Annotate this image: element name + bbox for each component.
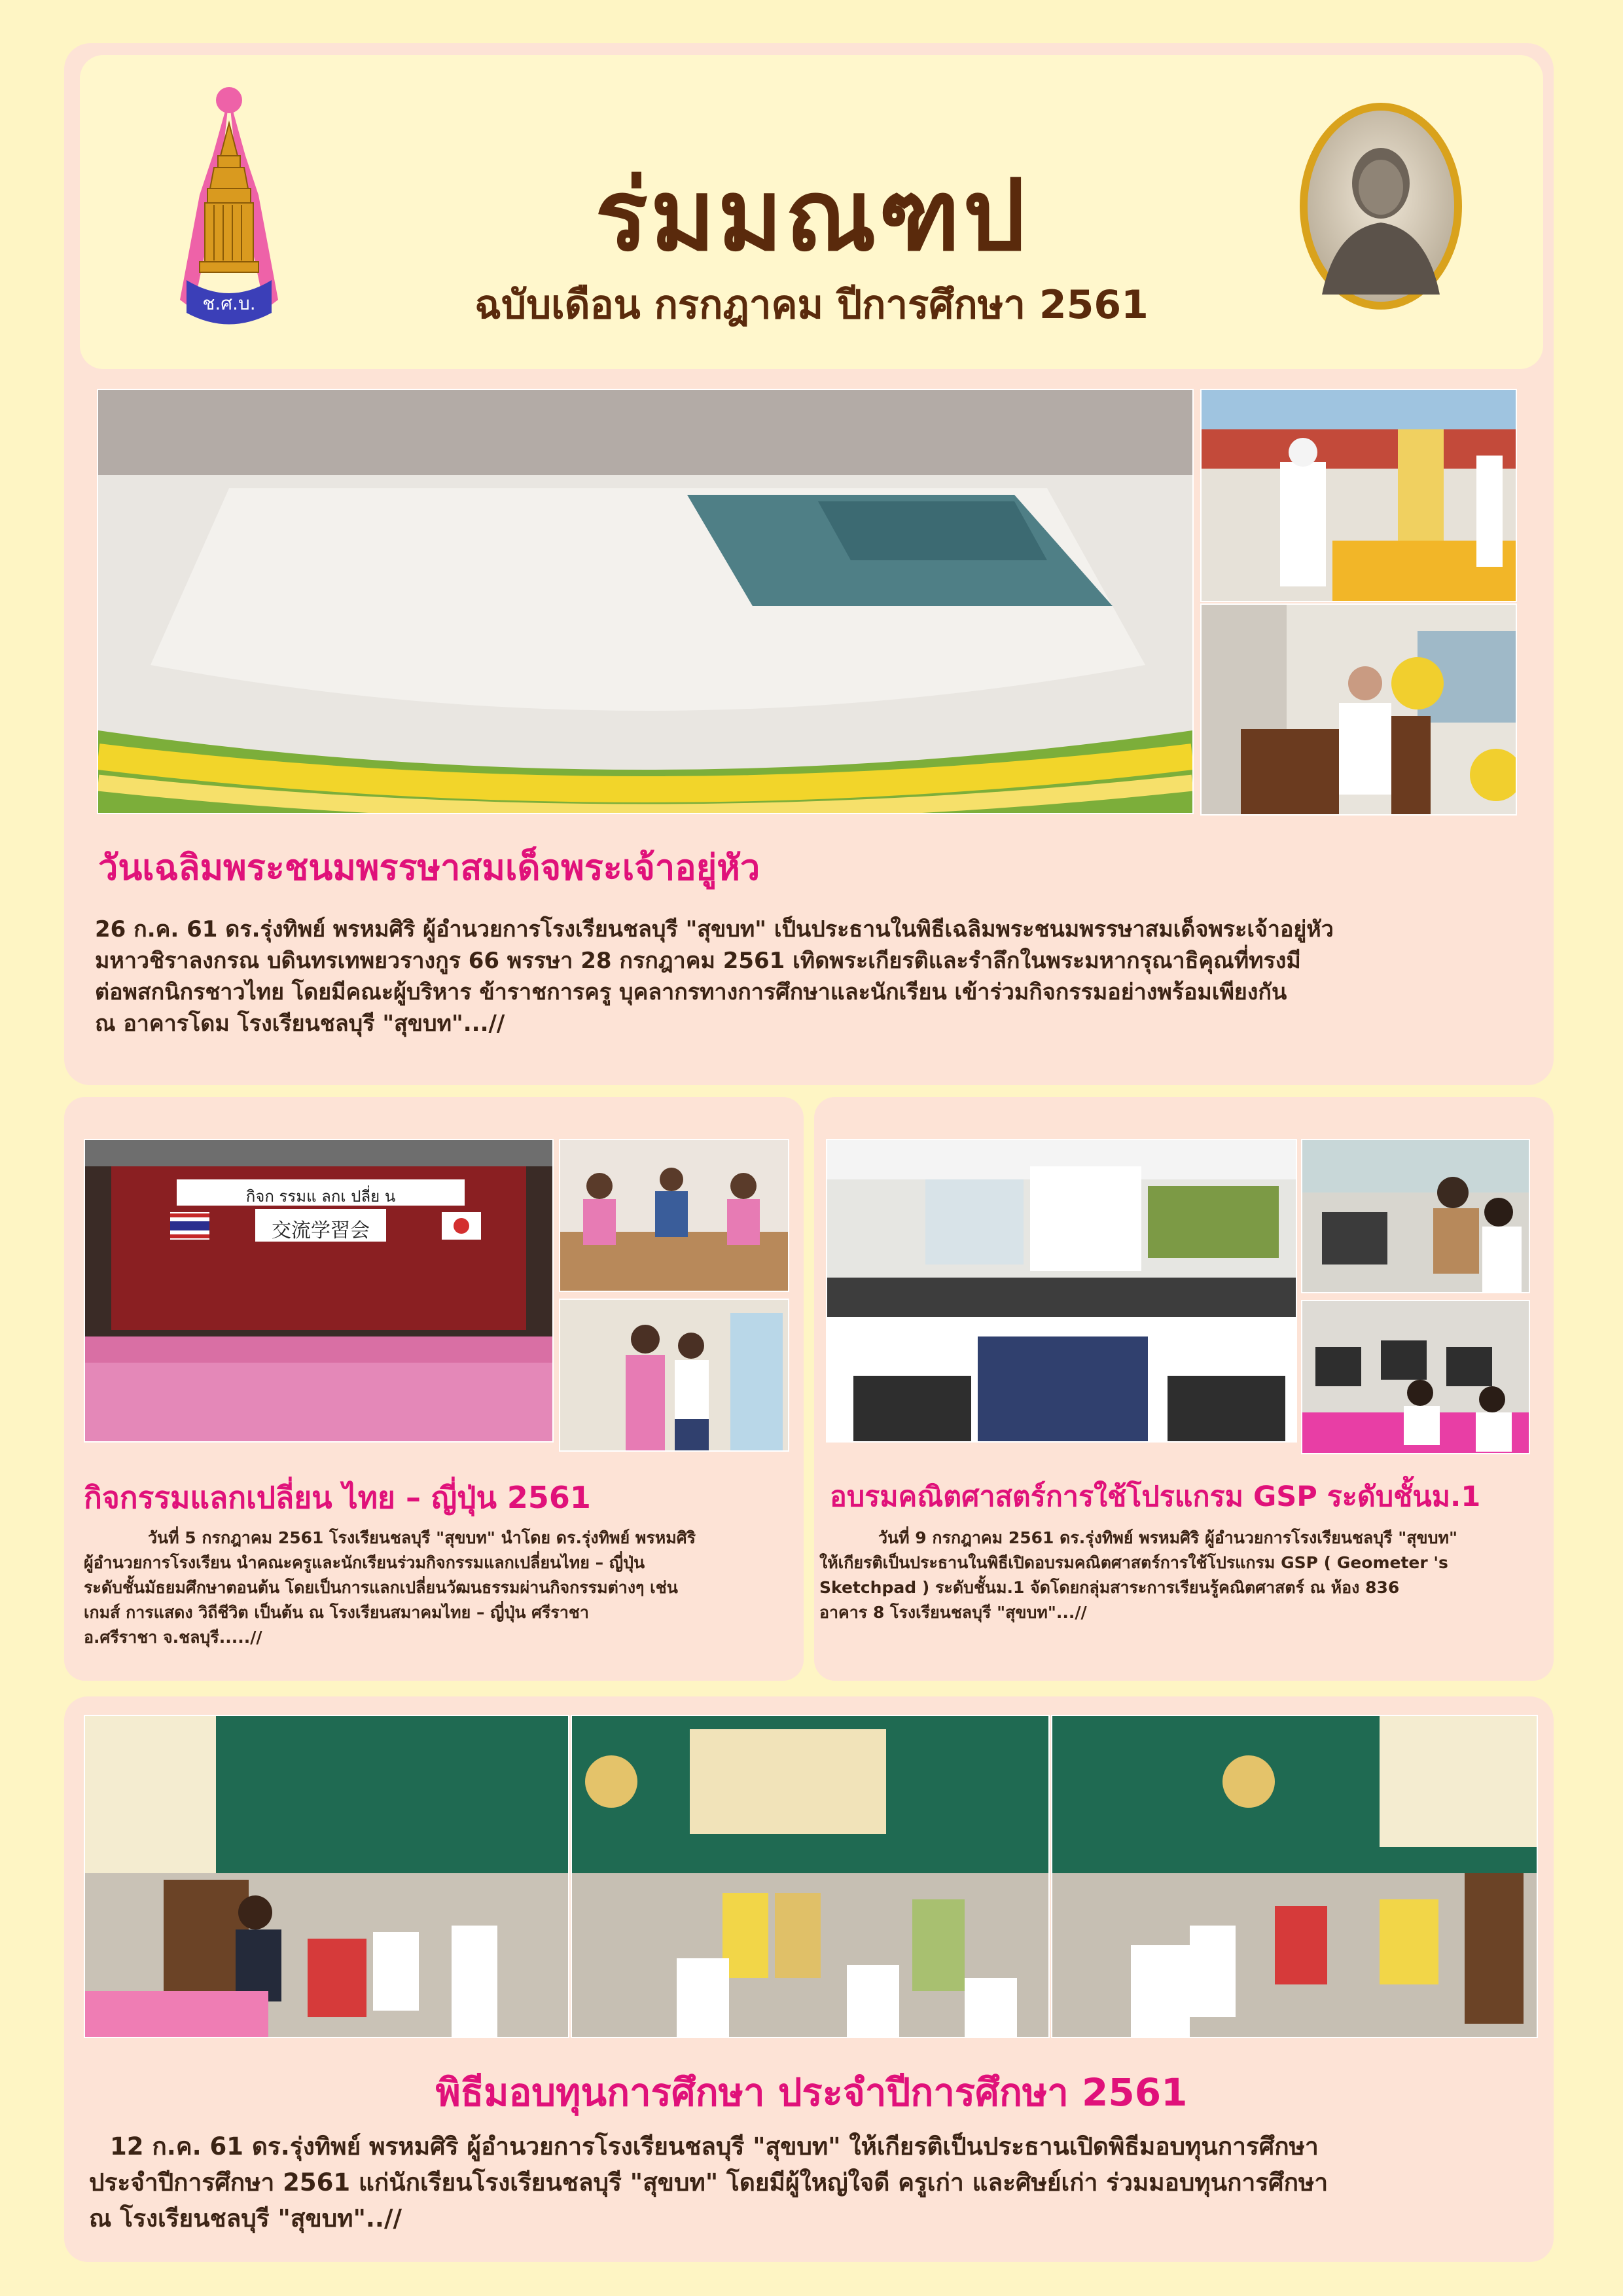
photo-offering-ceremony	[1200, 389, 1517, 602]
photo-scholarship-3	[1051, 1715, 1538, 2038]
photo-scholarship-1	[84, 1715, 569, 2038]
article4-line: 12 ก.ค. 61 ดร.รุ่งทิพย์ พรหมศิริ ผู้อำนวยการโรงเรียนชลบุรี "สุขบท" ให้เกียรติเป็นประธานเปิดพิธีมอบทุนการศึกษา	[110, 2132, 1319, 2161]
article4-line: ณ โรงเรียนชลบุรี "สุขบท"..//	[89, 2204, 402, 2233]
newsletter-subtitle: ฉบับเดือน กรกฎาคม ปีการศึกษา 2561	[474, 282, 1149, 328]
article3-heading: อบรมคณิตศาสตร์การใช้โปรแกรม GSP ระดับชั้นม.1	[830, 1480, 1481, 1513]
photo-gsp-students	[1301, 1300, 1530, 1454]
article1-line: มหาวชิราลงกรณ บดินทรเทพยวรางกูร 66 พรรษา 28 กรกฎาคม 2561 เทิดพระเกียรติและรำลึกในพระมหากรุณาธิคุณที่ทรงมี	[95, 948, 1301, 974]
photo-gsp-teacher	[1301, 1139, 1530, 1293]
article2-heading: กิจกรรมแลกเปลี่ยน ไทย – ญี่ปุ่น 2561	[84, 1480, 591, 1515]
photo-assembly-hall	[97, 389, 1194, 814]
article3-line: ให้เกียรติเป็นประธานในพิธีเปิดอบรมคณิตศาสตร์การใช้โปรแกรม GSP ( Geometer 's	[819, 1553, 1448, 1572]
photo-exchange-stage	[84, 1139, 554, 1443]
article2-line: เกมส์ การแสดง วิถีชีวิต เป็นต้น ณ โรงเรียนสมาคมไทย – ญี่ปุ่น ศรีราชา	[84, 1603, 589, 1622]
article3-line: อาคาร 8 โรงเรียนชลบุรี "สุขบท"...//	[819, 1603, 1087, 1622]
emblem-text: ช.ศ.บ.	[202, 293, 256, 314]
article2-line: อ.ศรีราชา จ.ชลบุรี.....//	[84, 1628, 262, 1647]
newsletter-title: ร่มมณฑป	[595, 159, 1028, 273]
exchange-banner-jp: 交流学習会	[272, 1219, 370, 1242]
photo-scholarship-2	[571, 1715, 1050, 2038]
article3-line: Sketchpad ) ระดับชั้นม.1 จัดโดยกลุ่มสาระการเรียนรู้คณิตศาสตร์ ณ ห้อง 836	[819, 1578, 1400, 1597]
article2-line: ระดับชั้นมัธยมศึกษาตอนต้น โดยเป็นการแลกเปลี่ยนวัฒนธรรมผ่านกิจกรรมต่างๆ เช่น	[84, 1578, 678, 1597]
article3-line: วันที่ 9 กรกฎาคม 2561 ดร.รุ่งทิพย์ พรหมศิริ ผู้อำนวยการโรงเรียนชลบุรี "สุขบท"	[878, 1528, 1457, 1547]
photo-gsp-classroom	[826, 1139, 1297, 1443]
article1-line: 26 ก.ค. 61 ดร.รุ่งทิพย์ พรหมศิริ ผู้อำนวยการโรงเรียนชลบุรี "สุขบท" เป็นประธานในพิธีเฉลิมพระชนมพรรษาสมเด็จพระเจ้าอยู่หัว	[95, 916, 1334, 942]
article2-line: วันที่ 5 กรกฎาคม 2561 โรงเรียนชลบุรี "สุขบท" นำโดย ดร.รุ่งทิพย์ พรหมศิริ	[148, 1528, 696, 1547]
photo-exchange-students	[559, 1299, 789, 1452]
article4-heading: พิธีมอบทุนการศึกษา ประจำปีการศึกษา 2561	[435, 2070, 1188, 2115]
article4-line: ประจำปีการศึกษา 2561 แก่นักเรียนโรงเรียนชลบุรี "สุขบท" โดยมีผู้ใหญ่ใจดี ครูเก่า และศิษย์เก่า ร่วมมอบทุนการศึกษา	[89, 2168, 1329, 2197]
article2-line: ผู้อำนวยการโรงเรียน นำคณะครูและนักเรียนร่วมกิจกรรมแลกเปลี่ยนไทย – ญี่ปุ่น	[84, 1553, 645, 1572]
photo-exchange-workshop	[559, 1139, 789, 1292]
article1-heading: วันเฉลิมพระชนมพรรษาสมเด็จพระเจ้าอยู่หัว	[98, 847, 760, 888]
article1-line: ณ อาคารโดม โรงเรียนชลบุรี "สุขบท"...//	[95, 1011, 505, 1037]
article1-line: ต่อพสกนิกรชาวไทย โดยมีคณะผู้บริหาร ข้าราชการครู บุคลากรทางการศึกษาและนักเรียน เข้าร่วมกิจกรรมอย่างพร้อมเพียงกัน	[95, 979, 1287, 1005]
photo-signing-book	[1200, 603, 1517, 816]
exchange-banner-thai: กิจก รรมแ ลกเ ปลี่ย น	[245, 1187, 396, 1206]
